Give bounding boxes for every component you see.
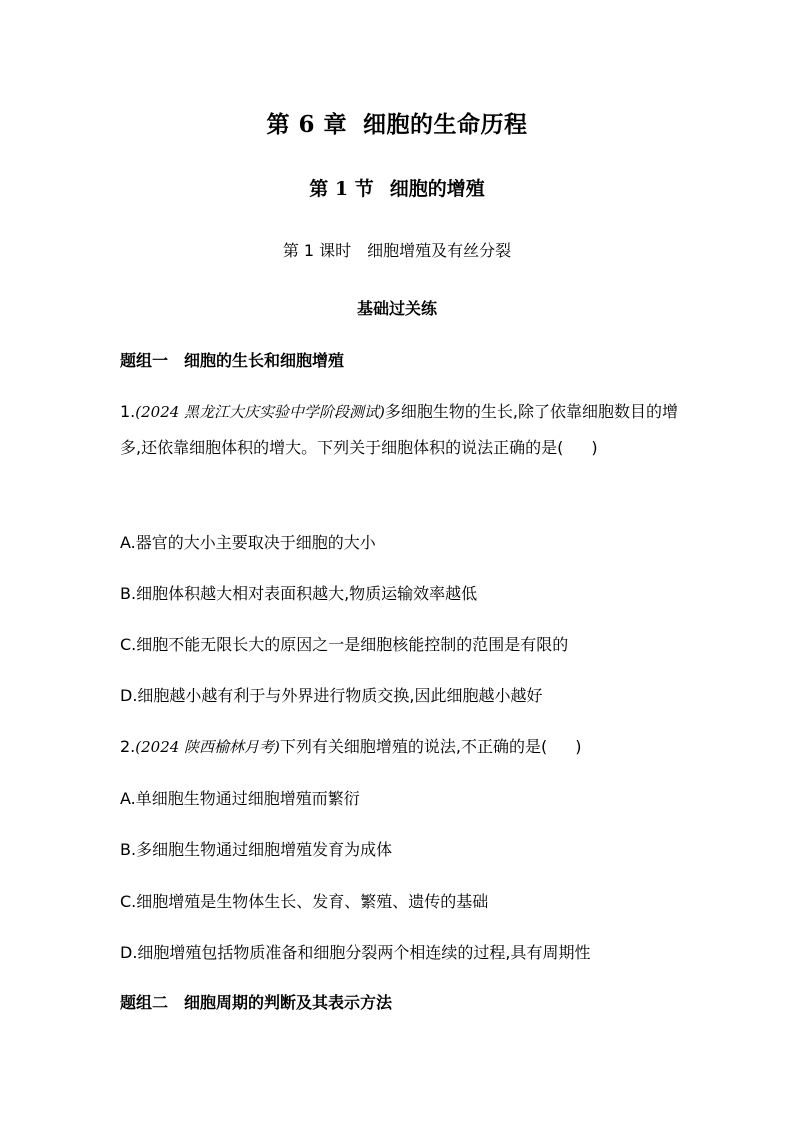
lesson-title: 细胞增殖及有丝分裂	[367, 241, 512, 260]
group-number: 题组二	[120, 993, 169, 1012]
question-1-stem	[120, 394, 680, 465]
practice-heading: 基础过关练	[356, 299, 437, 318]
option-d: D.细胞增殖包括物质准备和细胞分裂两个相连续的过程,具有周期性	[120, 943, 591, 962]
chapter-heading	[0, 106, 794, 139]
section-heading	[0, 174, 794, 201]
group-title-1	[120, 348, 344, 371]
option-b: B.细胞体积越大相对表面积越大,物质运输效率越低	[120, 584, 478, 603]
option-a: A.器官的大小主要取决于细胞的大小	[120, 533, 376, 552]
question-number: 1.	[120, 402, 136, 421]
lesson-number: 第 1 课时	[282, 241, 352, 260]
group-text: 细胞周期的判断及其表示方法	[184, 993, 393, 1012]
lesson-heading	[0, 238, 794, 261]
chapter-title: 细胞的生命历程	[363, 111, 528, 138]
option-a: A.单细胞生物通过细胞增殖而繁衍	[120, 789, 360, 808]
question-source: (2024 陕西榆林月考)	[135, 738, 280, 756]
question-source: (2024 黑龙江大庆实验中学阶段测试)	[135, 403, 385, 421]
chapter-number: 第 6 章	[266, 111, 348, 138]
group-number: 题组一	[120, 351, 169, 370]
question-text: 多细胞生物的生长,除了依靠细胞数目的增多,还依靠细胞体积的增大。下列关于细胞体积的说法正确的是(	[120, 402, 679, 457]
option-c: C.细胞不能无限长大的原因之一是细胞核能控制的范围是有限的	[120, 635, 569, 654]
group-text: 细胞的生长和细胞增殖	[184, 351, 345, 370]
group-title-2	[120, 990, 392, 1013]
option-b: B.多细胞生物通过细胞增殖发育为成体	[120, 840, 393, 859]
option-d: D.细胞越小越有利于与外界进行物质交换,因此细胞越小越好	[120, 686, 543, 705]
question-number: 2.	[120, 737, 136, 756]
option-c: C.细胞增殖是生物体生长、发育、繁殖、遗传的基础	[120, 892, 489, 911]
section-number: 第 1 节	[309, 178, 374, 200]
question-2-stem	[120, 734, 582, 757]
question-close-paren: )	[591, 438, 598, 457]
question-text: 下列有关细胞增殖的说法,不正确的是(	[279, 737, 548, 756]
question-close-paren: )	[575, 737, 582, 756]
section-title: 细胞的增殖	[389, 178, 485, 200]
